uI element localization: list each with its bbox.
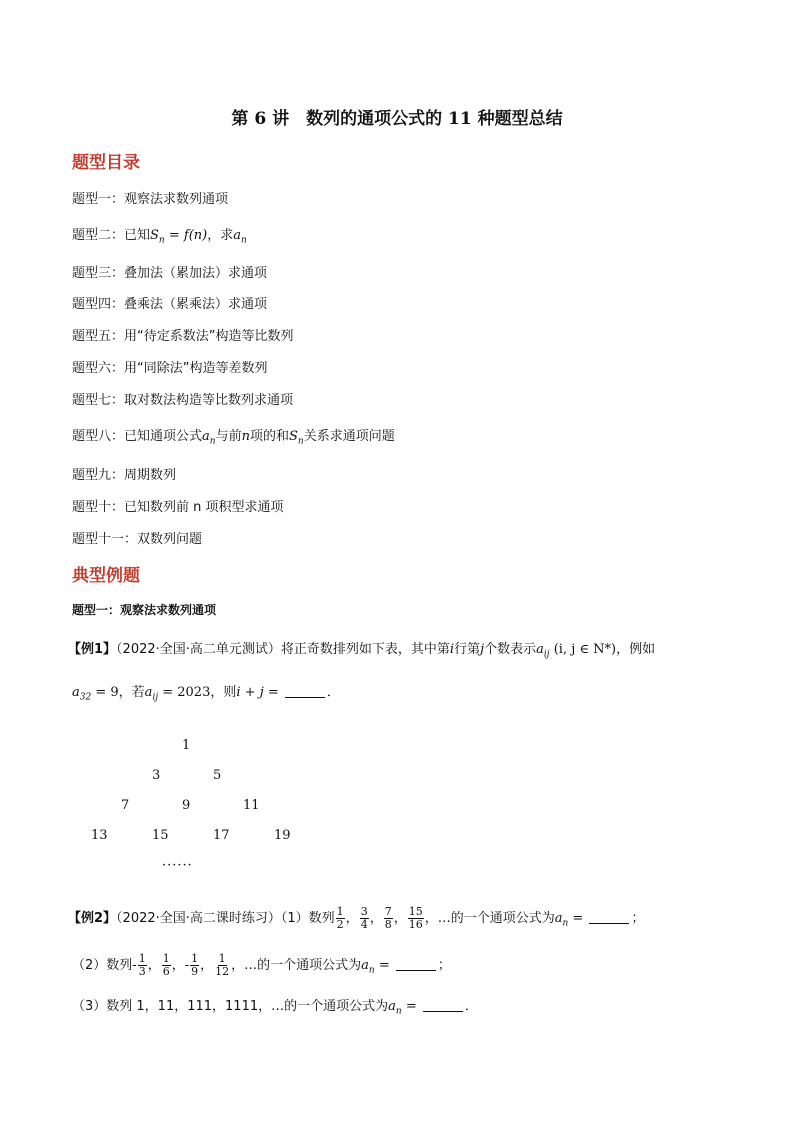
example-1-line-2: $a_{32} = 9$，若$a_{ij} = 2023$，则i + j = ． <box>72 685 340 703</box>
toc-item-8: 题型八：已知通项公式$a_n$与前n项的和$S_n$关系求通项问题 <box>72 429 395 447</box>
fraction: $\frac{1}{12}$ <box>215 952 230 978</box>
example-2-line-1: 【例2】（2022·全国·高二课时练习）（1）数列 $\frac{1}{2}$ ， $\frac{3}{4}$ ， $\frac{7}{8}$ ， $\frac{15}{16}$ ，…的一个通项公式为$a_n$ = ； <box>68 905 645 931</box>
triangle-cell: 19 <box>274 828 291 843</box>
answer-blank <box>396 970 436 971</box>
example-2-line-3: （3）数列 1，11，111，1111，…的一个通项公式为$a_n$ = ． <box>72 999 478 1017</box>
fraction: $\frac{1}{6}$ <box>162 952 170 978</box>
triangle-cell: 13 <box>91 828 108 843</box>
triangle-cell: 7 <box>121 798 130 813</box>
answer-blank <box>589 923 629 924</box>
triangle-cell: 9 <box>182 798 191 813</box>
subsection-title: 题型一：观察法求数列通项 <box>72 603 217 617</box>
triangle-ellipsis: ······ <box>162 858 193 873</box>
toc-item-4: 题型四：叠乘法（累乘法）求通项 <box>72 297 268 312</box>
toc-item-6: 题型六：用“同除法”构造等差数列 <box>72 361 268 376</box>
fraction: $\frac{1}{9}$ <box>191 952 199 978</box>
example-2-line-2: （2）数列- $\frac{1}{3}$ ， $\frac{1}{6}$ ，- $\frac{1}{9}$ ， $\frac{1}{12}$ ，…的一个通项公式为$a_n$ = ； <box>72 952 451 978</box>
toc-item-10: 题型十：已知数列前 n 项积型求通项 <box>72 500 284 515</box>
page-title: 第 6 讲 数列的通项公式的 11 种题型总结 <box>231 109 563 129</box>
examples-heading: 典型例题 <box>72 566 140 586</box>
toc-item-7: 题型七：取对数法构造等比数列求通项 <box>72 393 294 408</box>
triangle-cell: 3 <box>152 768 161 783</box>
fraction: $\frac{15}{16}$ <box>408 905 423 931</box>
answer-blank <box>285 697 325 698</box>
triangle-cell: 15 <box>152 828 169 843</box>
fraction: $\frac{1}{2}$ <box>336 905 344 931</box>
toc-item-2: 题型二：已知$S_n = f(n)$，求$a_n$ <box>72 228 247 246</box>
triangle-cell: 17 <box>213 828 230 843</box>
example-1-line-1: 【例1】（2022·全国·高二单元测试）将正奇数排列如下表，其中第i行第j个数表示$a_{ij}$ (i, j ∈ N*)，例如 <box>68 642 656 660</box>
fraction: $\frac{7}{8}$ <box>384 905 392 931</box>
toc-item-11: 题型十一：双数列问题 <box>72 532 203 547</box>
triangle-cell: 5 <box>213 768 222 783</box>
fraction: $\frac{1}{3}$ <box>138 952 146 978</box>
triangle-cell: 11 <box>243 798 260 813</box>
toc-item-5: 题型五：用“待定系数法”构造等比数列 <box>72 329 294 344</box>
toc-item-3: 题型三：叠加法（累加法）求通项 <box>72 266 268 281</box>
triangle-cell: 1 <box>182 738 191 753</box>
toc-item-1: 题型一：观察法求数列通项 <box>72 192 229 207</box>
toc-heading: 题型目录 <box>72 153 140 173</box>
answer-blank <box>423 1011 463 1012</box>
toc-item-9: 题型九：周期数列 <box>72 468 177 483</box>
fraction: $\frac{3}{4}$ <box>360 905 368 931</box>
